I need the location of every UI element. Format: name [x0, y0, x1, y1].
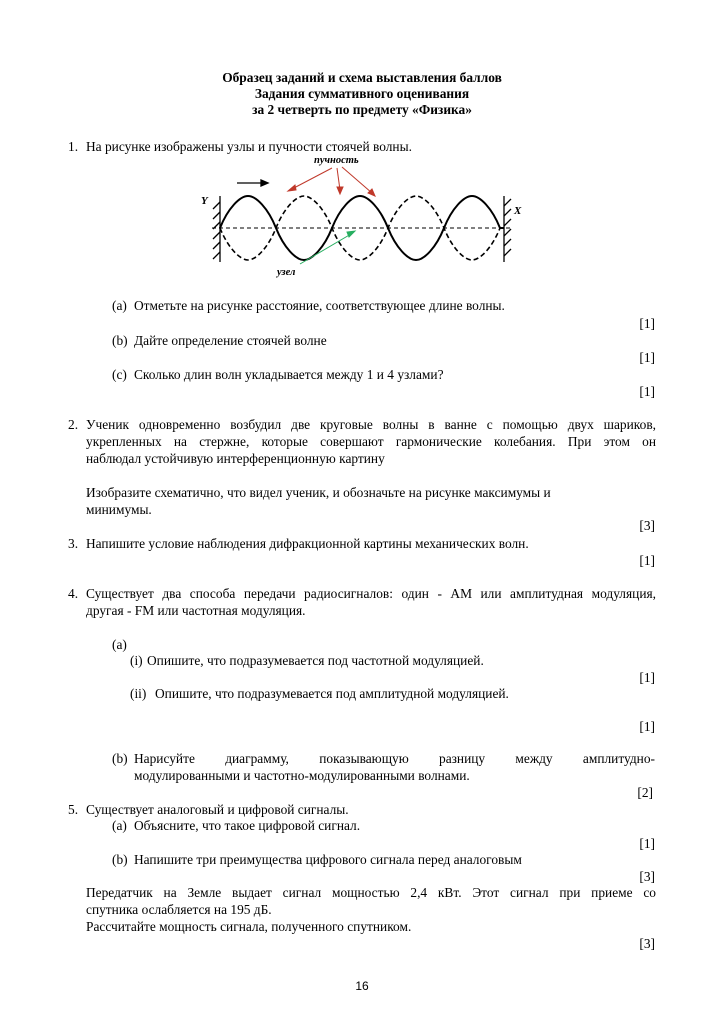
q1a-text: Отметьте на рисунке расстояние, соответствующее длине волны. [134, 298, 505, 313]
q5a-text: Объясните, что такое цифровой сигнал. [134, 818, 361, 833]
direction-arrow-icon [237, 180, 268, 186]
q5b-text: Напишите три преимущества цифрового сигнала перед аналоговым [134, 852, 522, 867]
q2-line-5: минимумы. [86, 502, 152, 517]
q3-number: 3. [68, 536, 79, 551]
q1b-mark: [1] [639, 350, 655, 365]
q4aii-mark: [1] [639, 719, 655, 734]
antinode-label: пучность [314, 155, 359, 166]
header-line-3: за 2 четверть по предмету «Физика» [252, 102, 472, 117]
q1b-text: Дайте определение стоячей волне [134, 333, 327, 348]
q5-text: Существует аналоговый и цифровой сигналы. [86, 802, 349, 817]
q4ai-text: Опишите, что подразумевается под частотной модуляцией. [147, 653, 484, 668]
axis-y-label: Y [201, 195, 208, 207]
right-wall [504, 196, 511, 262]
q1a-mark: [1] [639, 316, 655, 331]
q5-line-1: Передатчик на Земле выдает сигнал мощностью 2,4 кВт. Этот сигнал при приеме со [86, 885, 656, 900]
q5-line-3: Рассчитайте мощность сигнала, полученного спутником. [86, 919, 412, 934]
header-line-2: Задания суммативного оценивания [254, 86, 470, 101]
q4b-line-1: Нарисуйте диаграмму, показывающую разницу между амплитудно- [134, 751, 655, 766]
q5-line-2: спутника ослабляется на 195 дБ. [86, 902, 272, 917]
q4ai-mark: [1] [639, 670, 655, 685]
header-line-1: Образец заданий и схема выставления баллов [222, 70, 502, 85]
q3-mark: [1] [639, 553, 655, 568]
q4b-mark: [2] [637, 785, 653, 800]
axis-x-label: X [514, 205, 522, 217]
q3-text: Напишите условие наблюдения дифракционной картины механических волн. [86, 536, 529, 551]
q1b-number: (b) [112, 333, 128, 348]
q2-line-4: Изобразите схематично, что видел ученик, и обозначьте на рисунке максимумы и [86, 485, 551, 500]
page-number: 16 [355, 979, 369, 993]
q1-text: На рисунке изображены узлы и пучности стоячей волны. [86, 139, 412, 154]
q4b-line-2: модулированными и частотно-модулированными волнами. [134, 768, 470, 783]
q1c-text: Сколько длин волн укладывается между 1 и 4 узлами? [134, 367, 444, 382]
q1-number: 1. [68, 139, 79, 154]
q5b-mark: [3] [639, 869, 655, 884]
q5a-mark: [1] [639, 836, 655, 851]
q1c-mark: [1] [639, 384, 655, 399]
q4ai-number: (i) [130, 653, 143, 668]
q4aii-text: Опишите, что подразумевается под амплитудной модуляцией. [155, 686, 509, 701]
q5-mark: [3] [639, 936, 655, 951]
q5a-number: (a) [112, 818, 127, 833]
q2-mark: [3] [639, 518, 655, 533]
antinode-arrows [288, 167, 375, 196]
q4-line-1: Существует два способа передачи радиосигналов: один - AM или амплитудная модуляция, [86, 586, 656, 601]
q4a-number: (a) [112, 637, 127, 652]
q2-line-2: укрепленных на стержне, которые совершают гармонические колебания. При этом он [86, 434, 656, 449]
q4-number: 4. [68, 586, 79, 601]
q4b-number: (b) [112, 751, 128, 766]
q4aii-number: (ii) [130, 686, 147, 701]
q4-line-2: другая - FM или частотная модуляция. [86, 603, 306, 618]
node-label: узел [277, 267, 296, 278]
standing-wave-figure [192, 150, 532, 285]
q1a-number: (a) [112, 298, 127, 313]
q2-number: 2. [68, 417, 79, 432]
q1c-number: (c) [112, 367, 127, 382]
q2-line-3: наблюдал устойчивую интерференционную картину [86, 451, 385, 466]
q5-number: 5. [68, 802, 79, 817]
left-wall [213, 196, 220, 262]
q2-line-1: Ученик одновременно возбудил две круговые волны в ванне с помощью двух шариков, [86, 417, 656, 432]
q5b-number: (b) [112, 852, 128, 867]
